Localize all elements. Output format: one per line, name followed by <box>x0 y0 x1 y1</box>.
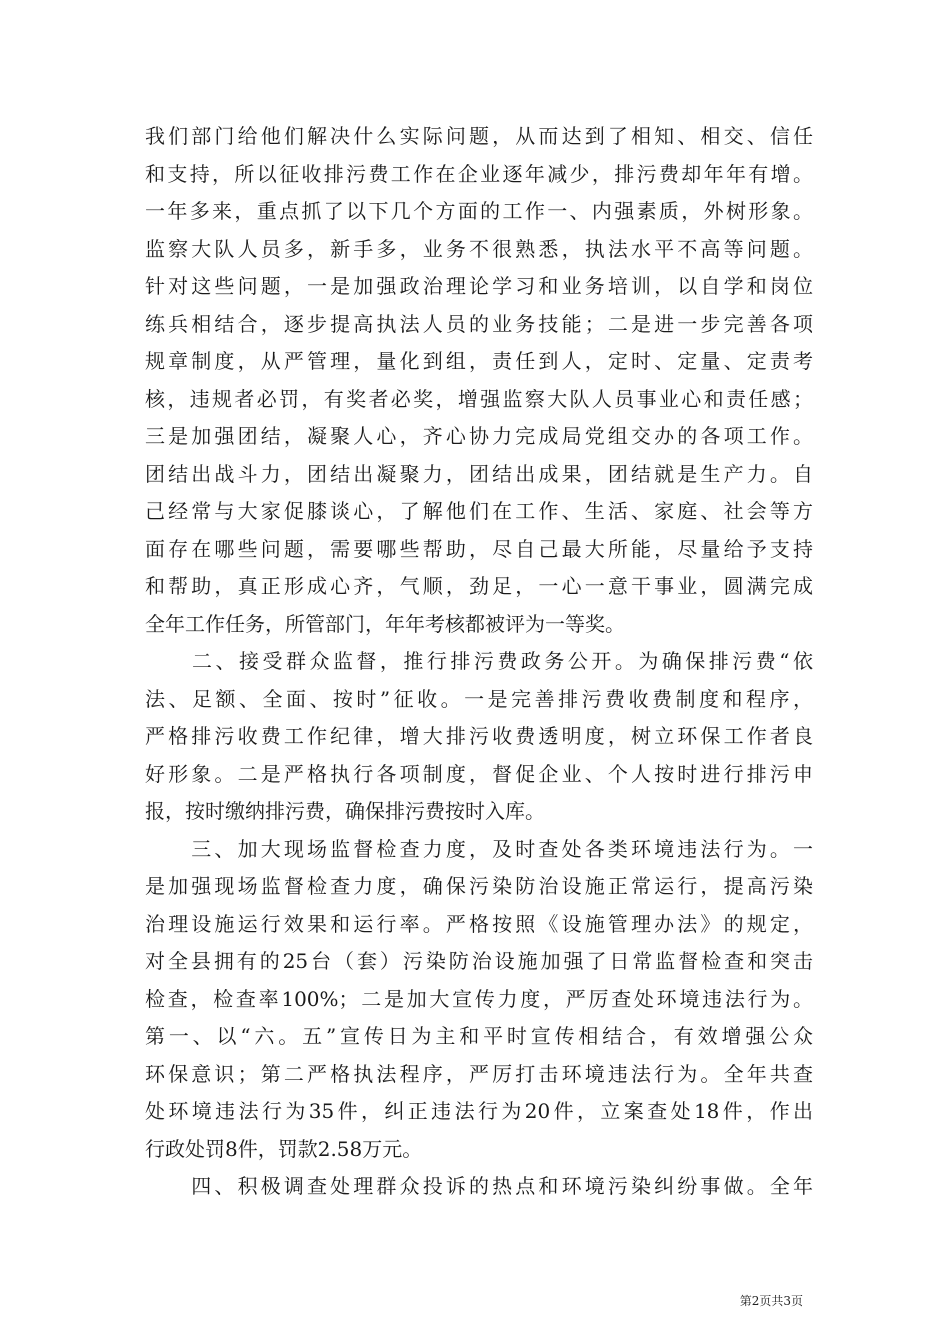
text-line-7: 规章制度，从严管理，量化到组，责任到人，定时、定量、定责考 <box>145 349 813 373</box>
text-line-23: 对全县拥有的25台（套）污染防治设施加强了日常监督检查和突击 <box>145 949 813 973</box>
text-line-19: 报，按时缴纳排污费，确保排污费按时入库。 <box>145 799 545 823</box>
text-line-10: 团结出战斗力，团结出凝聚力，团结出成果，团结就是生产力。自 <box>145 461 813 486</box>
text-line-15: 二、接受群众监督，推行排污费政务公开。为确保排污费“依 <box>145 649 813 673</box>
text-line-21: 是加强现场监督检查力度，确保污染防治设施正常运行，提高污染 <box>145 874 813 898</box>
text-line-18: 好形象。二是严格执行各项制度，督促企业、个人按时进行排污申 <box>145 761 813 786</box>
text-line-11: 己经常与大家促膝谈心，了解他们在工作、生活、家庭、社会等方 <box>145 499 813 523</box>
text-line-29: 四、积极调查处理群众投诉的热点和环境污染纠纷事做。全年 <box>145 1174 813 1198</box>
text-line-14: 全年工作任务，所管部门，年年考核都被评为一等奖。 <box>145 611 625 636</box>
text-line-3: 一年多来，重点抓了以下几个方面的工作一、内强素质，外树形象。 <box>145 199 813 223</box>
text-line-4: 监察大队人员多，新手多，业务不很熟悉，执法水平不高等问题。 <box>145 236 813 261</box>
page-number-footer: 第2页共3页 <box>739 1294 803 1308</box>
text-line-12: 面存在哪些问题，需要哪些帮助，尽自己最大所能，尽量给予支持 <box>145 536 813 561</box>
text-line-13: 和帮助，真正形成心齐，气顺，劲足，一心一意干事业，圆满完成 <box>145 574 813 598</box>
text-line-5: 针对这些问题，一是加强政治理论学习和业务培训，以自学和岗位 <box>145 274 813 298</box>
text-line-8: 核，违规者必罚，有奖者必奖，增强监察大队人员事业心和责任感； <box>145 386 813 411</box>
text-line-17: 严格排污收费工作纪律，增大排污收费透明度，树立环保工作者良 <box>145 724 813 748</box>
text-line-9: 三是加强团结，凝聚人心，齐心协力完成局党组交办的各项工作。 <box>145 424 813 448</box>
text-line-25: 第一、以“六。五”宣传日为主和平时宣传相结合，有效增强公众 <box>145 1024 813 1048</box>
text-line-22: 治理设施运行效果和运行率。严格按照《设施管理办法》的规定， <box>145 911 813 936</box>
text-line-27: 处环境违法行为35件，纠正违法行为20件，立案查处18件，作出 <box>145 1099 813 1123</box>
text-line-20: 三、加大现场监督检查力度，及时查处各类环境违法行为。一 <box>145 836 813 861</box>
text-line-6: 练兵相结合，逐步提高执法人员的业务技能；二是进一步完善各项 <box>145 311 813 336</box>
text-line-1: 我们部门给他们解决什么实际问题，从而达到了相知、相交、信任 <box>145 124 813 148</box>
text-line-28: 行政处罚8件，罚款2.58万元。 <box>145 1136 423 1161</box>
text-line-24: 检查，检查率100%；二是加大宣传力度，严厉查处环境违法行为。 <box>145 986 813 1011</box>
text-line-16: 法、足额、全面、按时”征收。一是完善排污费收费制度和程序， <box>145 686 813 711</box>
text-line-26: 环保意识；第二严格执法程序，严厉打击环境违法行为。全年共查 <box>145 1061 813 1086</box>
text-line-2: 和支持，所以征收排污费工作在企业逐年减少，排污费却年年有增。 <box>145 161 813 186</box>
document-body <box>145 118 813 1206</box>
